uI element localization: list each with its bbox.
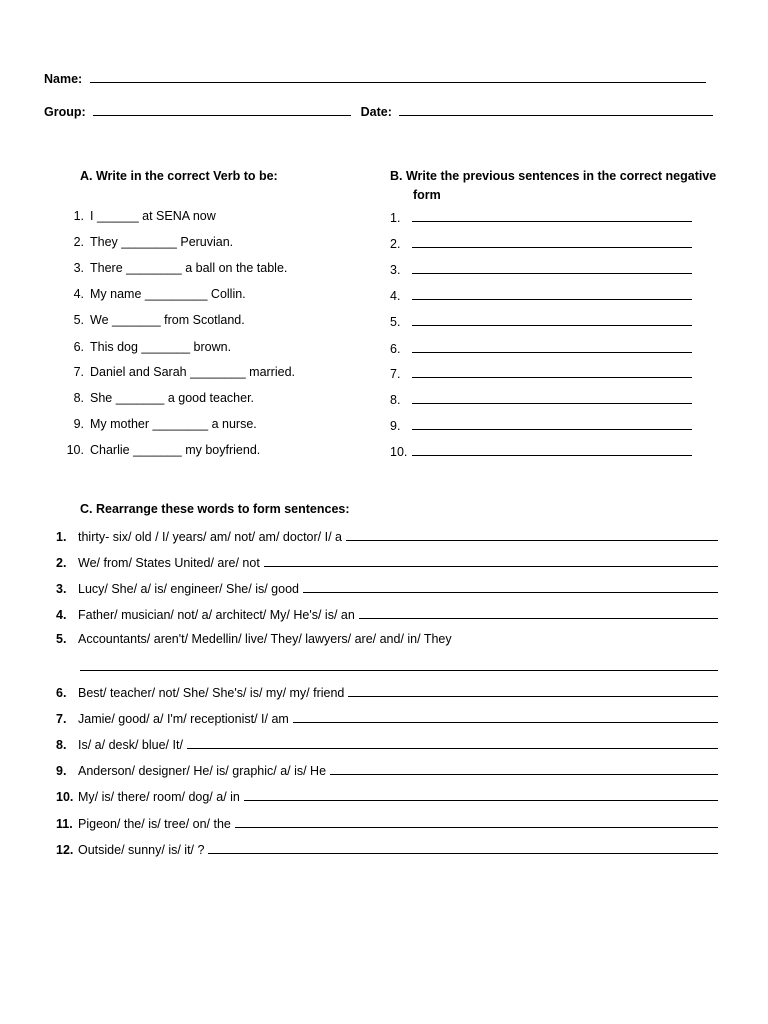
section-b-answer-line[interactable] <box>412 261 692 274</box>
section-c-item <box>56 710 718 726</box>
section-c-item-text: Best/ teacher/ not/ She/ She's/ is/ my/ my/ friend <box>78 686 345 700</box>
section-c-item <box>56 841 718 857</box>
section-b-item <box>390 235 692 251</box>
section-a-item-text: We _______ from Scotland. <box>90 313 245 327</box>
section-b-answer-line[interactable] <box>412 313 692 326</box>
section-c-item-number: 3. <box>56 582 67 596</box>
group-field[interactable] <box>93 103 351 116</box>
section-c-answer-line[interactable] <box>348 684 718 697</box>
section-a-item <box>62 340 231 354</box>
section-c-answer-line[interactable] <box>244 788 718 801</box>
section-b-item-number: 2. <box>390 237 401 251</box>
section-c-item-number: 8. <box>56 738 67 752</box>
section-b-item-number: 6. <box>390 342 401 356</box>
section-b-answer-line[interactable] <box>412 235 692 248</box>
section-a-item-text: There ________ a ball on the table. <box>90 261 288 275</box>
section-b-answer-line[interactable] <box>412 443 692 456</box>
section-c-item-number: 9. <box>56 764 67 778</box>
section-c-item <box>56 632 452 646</box>
section-c-item-text: Accountants/ aren't/ Medellin/ live/ They/ lawyers/ are/ and/ in/ They <box>78 632 452 646</box>
section-b-item <box>390 261 692 277</box>
section-b-item <box>390 417 692 433</box>
section-a-item-text: This dog _______ brown. <box>90 340 232 354</box>
section-b-title-line1: B. Write the previous sentences in the correct negative <box>390 169 717 183</box>
section-c-item <box>56 788 718 804</box>
section-b-item <box>390 340 692 356</box>
section-a-item-number: 3. <box>73 261 84 275</box>
section-c-item-text: Jamie/ good/ a/ I'm/ receptionist/ I/ am <box>78 712 289 726</box>
section-c-item <box>56 815 718 831</box>
name-label: Name: <box>44 72 83 86</box>
section-c-item-text: Lucy/ She/ a/ is/ engineer/ She/ is/ good <box>78 582 299 596</box>
section-b-item-number: 1. <box>390 211 401 225</box>
section-c-item-number: 7. <box>56 712 67 726</box>
section-a-item <box>62 287 246 301</box>
section-c-answer-line[interactable] <box>208 841 718 854</box>
section-a-item-number: 10. <box>66 443 84 457</box>
section-a-item-number: 1. <box>73 209 84 223</box>
section-c-item <box>56 736 718 752</box>
section-a-item-text: I ______ at SENA now <box>90 209 216 223</box>
section-a-item-text: My name _________ Collin. <box>90 287 246 301</box>
section-a-item-number: 8. <box>73 391 84 405</box>
section-c-answer-line[interactable] <box>359 606 718 619</box>
section-a-title: A. Write in the correct Verb to be: <box>80 169 278 183</box>
group-label: Group: <box>44 105 86 119</box>
date-field[interactable] <box>399 103 713 116</box>
section-b-item-number: 9. <box>390 419 401 433</box>
section-c-item-text: My/ is/ there/ room/ dog/ a/ in <box>78 790 240 804</box>
section-c-answer-line[interactable] <box>80 658 718 671</box>
section-c-answer-line[interactable] <box>330 762 718 775</box>
section-b-item <box>390 365 692 381</box>
section-c-item-number: 1. <box>56 530 67 544</box>
section-b-item <box>390 287 692 303</box>
section-c-item-number: 12. <box>56 843 74 857</box>
section-b-item-number: 7. <box>390 367 401 381</box>
section-c-item-number: 2. <box>56 556 67 570</box>
section-a-item-number: 6. <box>73 340 84 354</box>
section-c-item <box>56 762 718 778</box>
section-b-item <box>390 443 692 459</box>
section-a-item <box>62 313 245 327</box>
section-b-item-number: 3. <box>390 263 401 277</box>
section-b-answer-line[interactable] <box>412 287 692 300</box>
section-a-item-number: 7. <box>73 365 84 379</box>
section-c-item-number: 4. <box>56 608 67 622</box>
section-b-answer-line[interactable] <box>412 365 692 378</box>
section-a-item-text: Charlie _______ my boyfriend. <box>90 443 261 457</box>
section-c-item-number: 6. <box>56 686 67 700</box>
section-a-item-text: She _______ a good teacher. <box>90 391 255 405</box>
section-c-answer-line[interactable] <box>293 710 718 723</box>
section-b-answer-line[interactable] <box>412 209 692 222</box>
section-a-item <box>62 391 254 405</box>
section-a-item-number: 5. <box>73 313 84 327</box>
section-c-item <box>56 554 718 570</box>
section-c-item-text: Anderson/ designer/ He/ is/ graphic/ a/ is/ He <box>78 764 327 778</box>
section-b-item <box>390 209 692 225</box>
section-a-item <box>62 261 287 275</box>
section-c-item-text: Father/ musician/ not/ a/ architect/ My/ He's/ is/ an <box>78 608 355 622</box>
date-label: Date: <box>360 105 392 119</box>
section-c-item-text: Pigeon/ the/ is/ tree/ on/ the <box>78 817 231 831</box>
section-c-answer-line[interactable] <box>346 528 718 541</box>
section-c-item-text: We/ from/ States United/ are/ not <box>78 556 260 570</box>
section-a-item-number: 9. <box>73 417 84 431</box>
section-b-answer-line[interactable] <box>412 340 692 353</box>
section-c-item <box>56 606 718 622</box>
section-a-item <box>62 209 216 223</box>
section-b-title-line2: form <box>413 188 441 202</box>
name-field[interactable] <box>90 70 706 83</box>
section-c-item-text: Is/ a/ desk/ blue/ It/ <box>78 738 183 752</box>
section-a-item-text: They ________ Peruvian. <box>90 235 234 249</box>
section-c-answer-line[interactable] <box>264 554 718 567</box>
section-b-item-number: 4. <box>390 289 401 303</box>
section-c-answer-line[interactable] <box>235 815 718 828</box>
section-c-answer-line[interactable] <box>303 580 718 593</box>
section-c-answer-line[interactable] <box>187 736 718 749</box>
section-c-title: C. Rearrange these words to form sentences: <box>80 502 350 516</box>
section-a-item-number: 2. <box>73 235 84 249</box>
section-a-item <box>62 365 295 379</box>
section-c-item <box>56 528 718 544</box>
section-b-item-number: 5. <box>390 315 401 329</box>
section-a-item <box>62 417 257 431</box>
section-b-item <box>390 313 692 329</box>
section-a-item-text: Daniel and Sarah ________ married. <box>90 365 295 379</box>
section-c-item <box>56 684 718 700</box>
section-c-item-number: 10. <box>56 790 74 804</box>
section-a-item <box>62 235 233 249</box>
name-row <box>44 70 706 86</box>
section-c-item-text: Outside/ sunny/ is/ it/ ? <box>78 843 205 857</box>
section-c-item-text: thirty- six/ old / I/ years/ am/ not/ am/ doctor/ I/ a <box>78 530 342 544</box>
group-date-row <box>44 103 713 119</box>
section-b-answer-line[interactable] <box>412 391 692 404</box>
section-b-item-number: 8. <box>390 393 401 407</box>
section-a-item <box>62 443 260 457</box>
section-b-answer-line[interactable] <box>412 417 692 430</box>
section-b-item <box>390 391 692 407</box>
section-b-item-number: 10. <box>390 445 408 459</box>
section-a-item-number: 4. <box>73 287 84 301</box>
section-c-item-number: 11. <box>56 817 73 831</box>
section-c-item-number: 5. <box>56 632 67 646</box>
section-a-item-text: My mother ________ a nurse. <box>90 417 257 431</box>
section-c-item <box>56 580 718 596</box>
